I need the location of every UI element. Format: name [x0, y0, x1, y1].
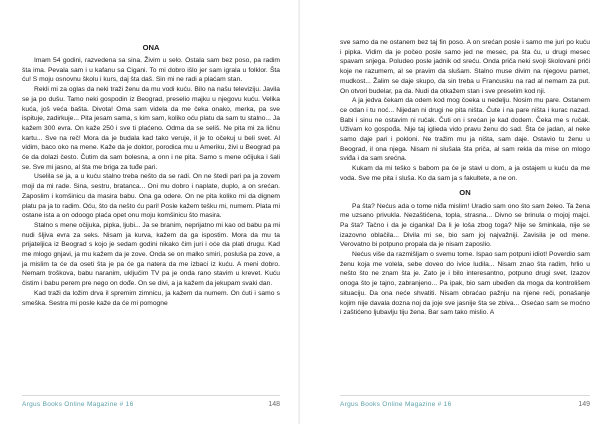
paragraph: Kukam da mi teško s babom pa će je stavi u dom, a ja ostajem u kuću da me voda. Sve me pita i sluša. Ko da sam ja s fakultete, a ne on. — [340, 165, 590, 182]
paragraph: Rekli mi za oglas da neki traži ženu da mu vodi kuću. Bilo na našu televiziju. Javila se ja po dušu. Tamo neki gospodin iz Beograd, preselio majku u njegovu kuću. Velika kuća, još veća bašta. Divota! Oma sam videla da me čeka onako, merka, pa sve ispituje, zadirkuje... Pita jesam sama, s kim sam, koliko oću platu da sam tu stalno... Ja kažem 300 evra. On kaže 250 i sve ti plaćeno. Odma da se seliš. Ne pita mi za ličnu kartu... Sve na reč! Mora da je budala kad tako veruje, il je to očekuj u beli svet. Al vidim, baco oko na mene. Kaže da je doktor, porodica mu u Ameriku, živi u Beograd pa će da dolazi često. Čutim da sam bolesna, a onn i ne pita. Samo s mene očijuka i šali se. Sve mi jasno, al šta me briga za tuđe pari. — [22, 86, 280, 171]
story-heading-ona: ONA — [142, 43, 160, 52]
paragraph: Uselila se ja, a u kuću stalno treba nešto da se radi. On ne štedi pari pa ja zovem moji da mi rade. Sina, sestru, bratanca... Oni mu dobro i naplate, duplo, a on srećan. Zaposlim i komšinicu da masira babu. Ona ga odere. On ne pita koliko mi da dignem platu pa ja to radim. Oću, što da nešto ću pari! Posle kažem tešku mi, numem. Plata mi ostane ista a on odoogo plaća opet onu moju komšinicu što masira. — [22, 173, 280, 220]
magazine-title: Argus Books Online Magazine # 16 — [340, 401, 452, 408]
paragraph: Nećus više da razmišljam o svemu tome. Ispao sam potpuni idiot! Poverdio sam ženu koja me volela, sebe doveo do ivice ludila... Nisam znao šta radim, hrlio u nešto što ne znam šta je. Zato je i bilo interesantno, potpuno drugi svet. Izazov onoga što je tajno, zabranjeno... Pa ipak, bio sam ubeđen da moga da kontrolišem situaciju. Da ona neće shvatiti. Nisam obraćao pažnju na njene reči, ponašanje kojim nije davala dozna noj da joje sve jasnije šta se zbiva... Osećao sam se moćno i zaštićeno ljubavlju tiju žena. Bar sam tako mislio. A — [340, 251, 590, 317]
story-heading-on: ON — [459, 187, 471, 197]
paragraph: Imam 54 godini, razvedena sa sina. Živim u selo. Ostala sam bez poso, pa radim šta ima. Pevala sam i u kafanu sa Cigani. To mi dobro išlo jer sam igrala u folklor. Šta ću! S moju osnovnu školu i kurs, daj šta daš. Sin mi ne radi a plaćam stan. — [22, 57, 280, 84]
page-number: 149 — [578, 401, 590, 408]
page-number: 148 — [268, 401, 280, 408]
paragraph: Kad traži da ložim drva il spremim zimnicu, ja kažem da numem. On ćuti i samo s smeška. Sestra mi posle kaže da će mi pomogne — [22, 289, 280, 307]
right-page — [300, 0, 600, 424]
paragraph: A ja jedva čekam da odem kod mog čoeka u nedelju. Nosim mu pare. Ostanem ce odan i tu noć... Nijedan ni drugi ne pita ništa. Čute i na pare ništa i kurac nazad. Babi i sinu ne ostavim ni ručak. Čuti on i srećan je kad dodem. Čeka me s ručak. Uživam ko gospođa. Nije taj iglieda vido pravu ženu do sad. Šta će jadan, al neke samo daje pari i pokloni. Ne tražim mu ja ništa, sam daje. Ostavio tu ženu u Beograd, il ona njega. Nisam ni slušala šta priča, al sam rekla da mise on mlogo sviđa i da sam srećna. — [340, 97, 590, 163]
right-page-footer — [340, 395, 590, 408]
paragraph: Pa šta? Nećus ada o tome niđa mislim! Uradio sam ono što sam želeo. Ta žena me uzsano privukla. Nezaštićena, topla, strasna... Divno se brinula o mojoj majci. Pa šta? Tačno i da je ciganka! Da li je loša zbog toga? Nije se šminkala, nije se izazovno oblačila... Divila mi se, bio sam joj najvažniji. Zavisila je od mene. Verovatno bi potpuno propala da je nisam zaposlio. — [340, 202, 590, 249]
left-page-body — [22, 42, 280, 308]
paragraph: Stalno s mene očijuka, pipka, ljubi... Ja se branim, neprijatno mi kao od babu pa mi nudi šljiva evra za seks. Nisam ja kurva, kažem da ga ispostim. Mora da mu ta prijateljica iz Beograd s kojo je sedam godini nikako čim juri i oće da plati drugu. Kad me mlogo gnjavi, ja mu kažem da je zove. Onda se on malko smiri, posluša pa zove, a ja mislim ta će da oseti šta je pa će ga natera da me izbaci iz kuću. A meni dobro. Nemam troškova, babu naranim, uključim TV pa je onda rano stavim u krevet. Kuću čistim i babu perem pre nego on dođe. On se divi, a ja kažem da jekupam svaki dan. — [22, 221, 280, 288]
paragraph: sve samo da ne ostanem bez taj fin poso. A on srećan posle i samo me juri po kuću i pipka. Vidim da je počeo posle samo jed ne mesec, pa šta ću, u drugi mesec spavam snjega. Poludeo posle jadnik od sreću. Onda priča neki svoji školovani priči koje ne razumem, al se pravim da slušam. Stalno muse divim na njegovu pamet, mudkost... Žalim se daje skupo, da sin treba u Francusku na rad al nemam za put. On otvori budelar, pa da. Nudi da otkažem stan i sve preselim kod nji. — [340, 39, 590, 95]
left-page-footer — [22, 395, 280, 408]
magazine-title: Argus Books Online Magazine # 16 — [22, 401, 134, 408]
right-page-body — [340, 38, 590, 318]
